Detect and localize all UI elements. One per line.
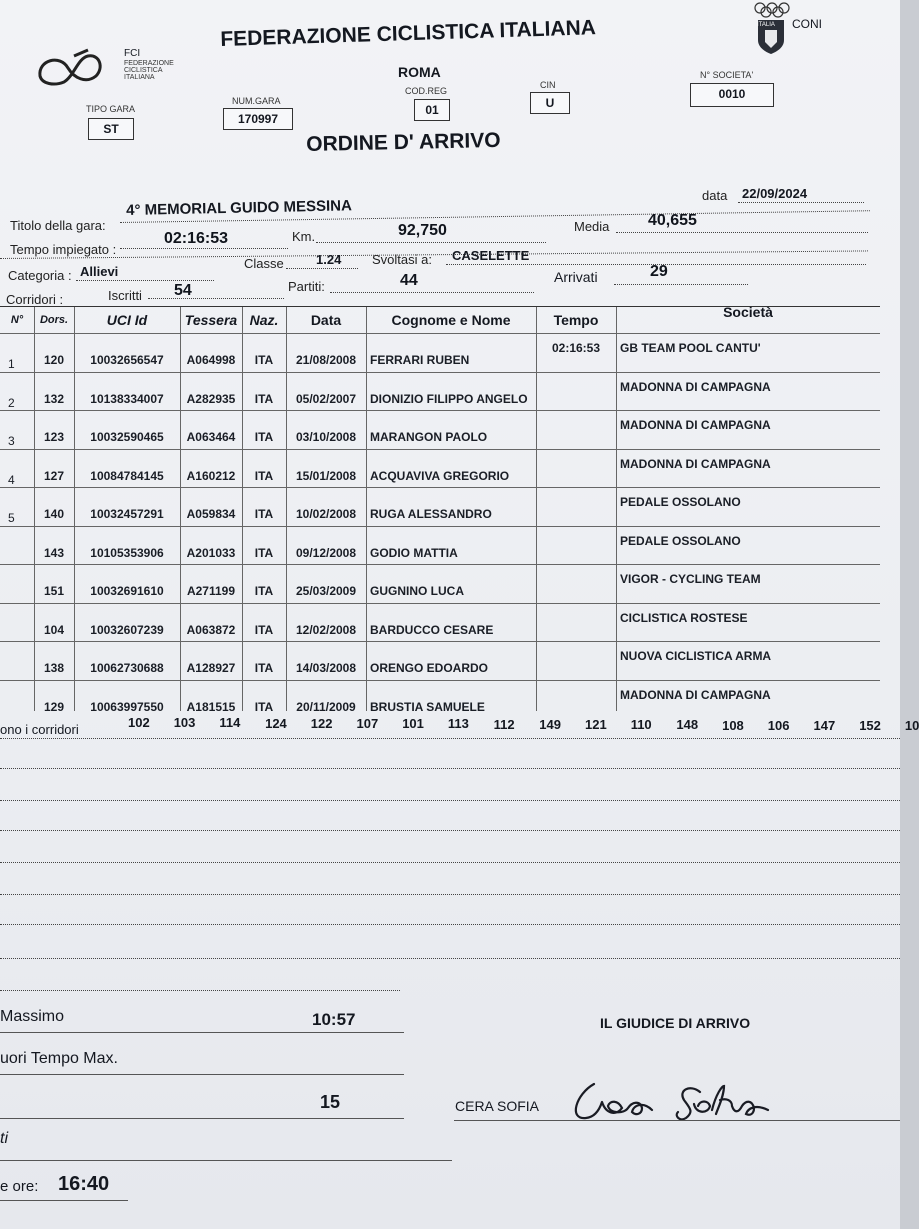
cell-naz: ITA [254,584,274,598]
cell-uci: 10032607239 [90,622,164,637]
cell-societa: MADONNA DI CAMPAGNA [620,456,771,471]
cell-data: 10/02/2008 [295,507,357,521]
olympic-rings-icon [752,2,792,16]
race-time: 02:16:53 [164,230,229,247]
cell-uci: 10062730688 [90,661,164,675]
cell-n: 3 [8,434,15,448]
cell-dors: 132 [43,391,65,406]
col-header-tessera: Tessera [184,312,238,328]
societa-code-box: 0010 [690,83,774,107]
col-header-n: N° [10,314,24,326]
cell-n: 4 [8,472,15,487]
fci-logo-subtext-3: ITALIANA [124,74,155,81]
cell-n: 1 [8,357,15,371]
cell-tempo [536,604,616,642]
cell-naz: ITA [254,545,274,560]
num-gara-label: NUM.GARA [232,96,281,106]
fci-logo-subtext-1: FEDERAZIONE [124,60,174,67]
cell-n: 2 [8,395,15,410]
other-riders-label: ono i corridori [0,722,79,737]
race-categoria: Allievi [80,264,119,279]
table-row [0,487,880,526]
table-row [0,680,880,719]
cell-societa: MADONNA DI CAMPAGNA [620,687,771,702]
results-table [0,304,880,714]
document-title: ORDINE D' ARRIVO [306,128,501,156]
cell-n [0,642,34,680]
cell-uci: 10084784145 [90,468,164,483]
cell-tempo [536,565,616,603]
cell-n [0,527,34,565]
tipo-gara-box: ST [88,118,134,140]
col-header-societa: Società [723,304,773,320]
tempo-label: Tempo impiegato : [10,242,117,257]
cell-naz: ITA [254,468,274,483]
table-row [0,333,880,372]
cell-tessera: A160212 [186,468,236,483]
cell-societa: PEDALE OSSOLANO [620,533,741,548]
table-row [0,564,880,603]
fci-logo-text: FCI [124,48,141,59]
cell-data: 03/10/2008 [295,430,357,444]
race-title: 4° MEMORIAL GUIDO MESSINA [126,197,353,219]
cell-n [0,604,34,642]
ti-label: ti [0,1130,8,1147]
race-location: CASELETTE [452,248,530,263]
col-header-tempo: Tempo [553,312,599,328]
corridori-label: Corridori : [6,292,64,307]
cell-n [0,681,34,719]
giudice-label: IL GIUDICE DI ARRIVO [600,1015,751,1031]
race-media: 40,655 [648,212,697,229]
massimo-label: Massimo [0,1008,65,1025]
cell-tempo [536,488,616,526]
cell-uci: 10032656547 [90,353,164,367]
cod-reg-box: 01 [414,99,450,121]
cell-n: 5 [8,511,15,525]
federation-title: FEDERAZIONE CICLISTICA ITALIANA [220,16,597,51]
cell-data: 12/02/2008 [295,622,357,637]
svoltasi-label: Svoltasi a: [372,252,432,267]
cell-nome: DIONIZIO FILIPPO ANGELO [370,391,528,406]
cell-societa: MADONNA DI CAMPAGNA [620,379,771,394]
cell-data: 21/08/2008 [295,353,357,367]
giudice-name: CERA SOFIA [455,1098,540,1114]
cell-tessera: A282935 [186,391,236,406]
table-row [0,603,880,642]
cell-tempo [536,642,616,680]
num-gara-box: 170997 [223,108,293,130]
cell-naz: ITA [254,353,274,367]
other-rider-number: 149 [539,716,561,732]
cell-dors: 143 [43,545,65,560]
titolo-label: Titolo della gara: [10,218,106,233]
cell-tempo: 02:16:53 [551,341,601,355]
other-rider-number: 110 [630,717,652,733]
race-date: 22/09/2024 [742,186,808,201]
cell-dors: 104 [43,622,65,637]
cell-tessera: A128927 [186,661,236,675]
cell-naz: ITA [254,699,274,714]
cell-dors: 129 [43,699,65,714]
fci-logo-subtext-2: CICLISTICA [124,67,163,74]
judge-signature [566,1074,796,1130]
data-label: data [702,188,728,203]
cell-tessera: A064998 [186,353,236,367]
race-partiti: 44 [400,272,418,289]
cin-label: CIN [540,80,556,90]
cell-n [0,565,34,603]
cell-naz: ITA [254,430,274,444]
cell-naz: ITA [254,391,274,406]
cell-data: 09/12/2008 [295,545,357,560]
col-header-uci: UCI Id [106,312,148,328]
other-rider-number: 101 [402,716,424,732]
other-rider-number: 108 [722,717,744,733]
coni-logo-text: CONI [792,17,822,31]
table-row [0,372,880,411]
table-row [0,641,880,680]
cell-dors: 127 [43,468,65,483]
other-rider-number: 122 [310,715,333,731]
cell-uci: 10138334007 [90,391,164,406]
societa-code-label: N° SOCIETA' [700,70,754,80]
other-rider-number: 107 [356,716,379,731]
other-rider-number: 102 [128,715,150,730]
fuori-tempo-value: 15 [320,1092,341,1112]
race-classe: 1.24 [316,252,342,267]
cell-data: 05/02/2007 [295,391,357,406]
cell-societa: NUOVA CICLISTICA ARMA [620,649,772,663]
tipo-gara-label: TIPO GARA [86,104,136,114]
cell-naz: ITA [254,622,274,637]
cell-nome: GUGNINO LUCA [370,584,464,598]
cell-dors: 120 [43,353,65,367]
table-row [0,449,880,488]
massimo-value: 10:57 [312,1010,356,1029]
cell-dors: 151 [43,584,65,598]
cell-nome: FERRARI RUBEN [370,353,470,367]
other-rider-number: 113 [447,716,469,732]
cell-tempo [536,450,616,488]
cin-box: U [530,92,570,114]
cell-nome: ACQUAVIVA GREGORIO [370,468,510,483]
media-label: Media [574,219,610,234]
coni-shield-text: ITALIA [757,22,775,28]
cell-uci: 10105353906 [90,545,164,560]
arrivati-label: Arrivati [554,269,598,285]
cell-nome: BARDUCCO CESARE [370,622,494,637]
cell-societa: VIGOR - CYCLING TEAM [620,572,761,586]
other-rider-number: 148 [676,717,699,733]
cell-nome: GODIO MATTIA [370,545,458,560]
cell-data: 25/03/2009 [295,584,357,598]
cell-societa: MADONNA DI CAMPAGNA [620,418,771,432]
col-header-naz: Naz. [249,312,279,328]
other-rider-number: 112 [493,716,515,732]
race-iscritti: 54 [174,282,192,299]
cell-dors: 138 [43,661,65,675]
other-rider-number: 103 [173,715,196,731]
cell-tessera: A063464 [186,430,236,444]
fci-logo-icon [34,46,110,90]
cell-tessera: A201033 [186,545,236,560]
partiti-label: Partiti: [288,279,325,294]
other-rider-number: 106 [767,717,790,733]
table-row [0,526,880,565]
cell-tessera: A063872 [186,622,236,637]
other-rider-number: 114 [219,715,241,731]
table-row [0,410,880,449]
cell-tempo [536,681,616,719]
other-rider-number: 121 [585,717,607,732]
cell-data: 14/03/2008 [295,661,357,675]
col-header-data: Data [310,312,342,328]
cell-data: 20/11/2009 [296,699,356,714]
cell-societa: GB TEAM POOL CANTU' [620,341,761,355]
cell-nome: ORENGO EDOARDO [370,661,489,675]
cell-nome: RUGA ALESSANDRO [370,507,492,521]
cell-societa: CICLISTICA ROSTESE [620,610,748,625]
other-rider-number: 10 [904,718,919,734]
cell-nome: BRUSTIA SAMUELE [370,699,485,714]
other-rider-number: 124 [265,715,287,731]
fuori-tempo-label: uori Tempo Max. [0,1050,118,1067]
iscritti-label: Iscritti [108,288,142,303]
cell-data: 15/01/2008 [295,468,357,483]
cell-uci: 10063997550 [90,699,164,714]
classe-label: Classe [244,256,284,271]
race-arrivati: 29 [650,263,668,280]
cell-tempo [536,411,616,449]
cell-tessera: A059834 [186,507,236,521]
col-header-dors: Dors. [39,314,69,326]
cell-tempo [536,527,616,565]
other-rider-number: 147 [813,718,836,733]
cell-societa: PEDALE OSSOLANO [620,495,741,509]
cell-tempo [536,373,616,411]
race-km: 92,750 [398,222,447,239]
federation-city: ROMA [398,64,441,80]
other-rider-number: 152 [859,718,881,734]
cell-uci: 10032590465 [90,430,164,444]
cod-reg-label: COD.REG [405,86,448,96]
cell-tessera: A271199 [186,584,236,598]
ore-label: e ore: [0,1178,39,1195]
cell-tessera: A181515 [186,699,236,714]
col-header-nome: Cognome e Nome [391,312,511,328]
km-label: Km. [292,229,316,244]
cell-naz: ITA [254,507,274,521]
ore-value: 16:40 [58,1173,110,1195]
cell-dors: 140 [43,507,65,521]
categoria-label: Categoria : [8,268,72,283]
cell-naz: ITA [254,661,274,675]
cell-uci: 10032691610 [90,584,164,598]
cell-uci: 10032457291 [90,507,164,521]
cell-nome: MARANGON PAOLO [370,430,488,444]
cell-dors: 123 [43,430,65,444]
